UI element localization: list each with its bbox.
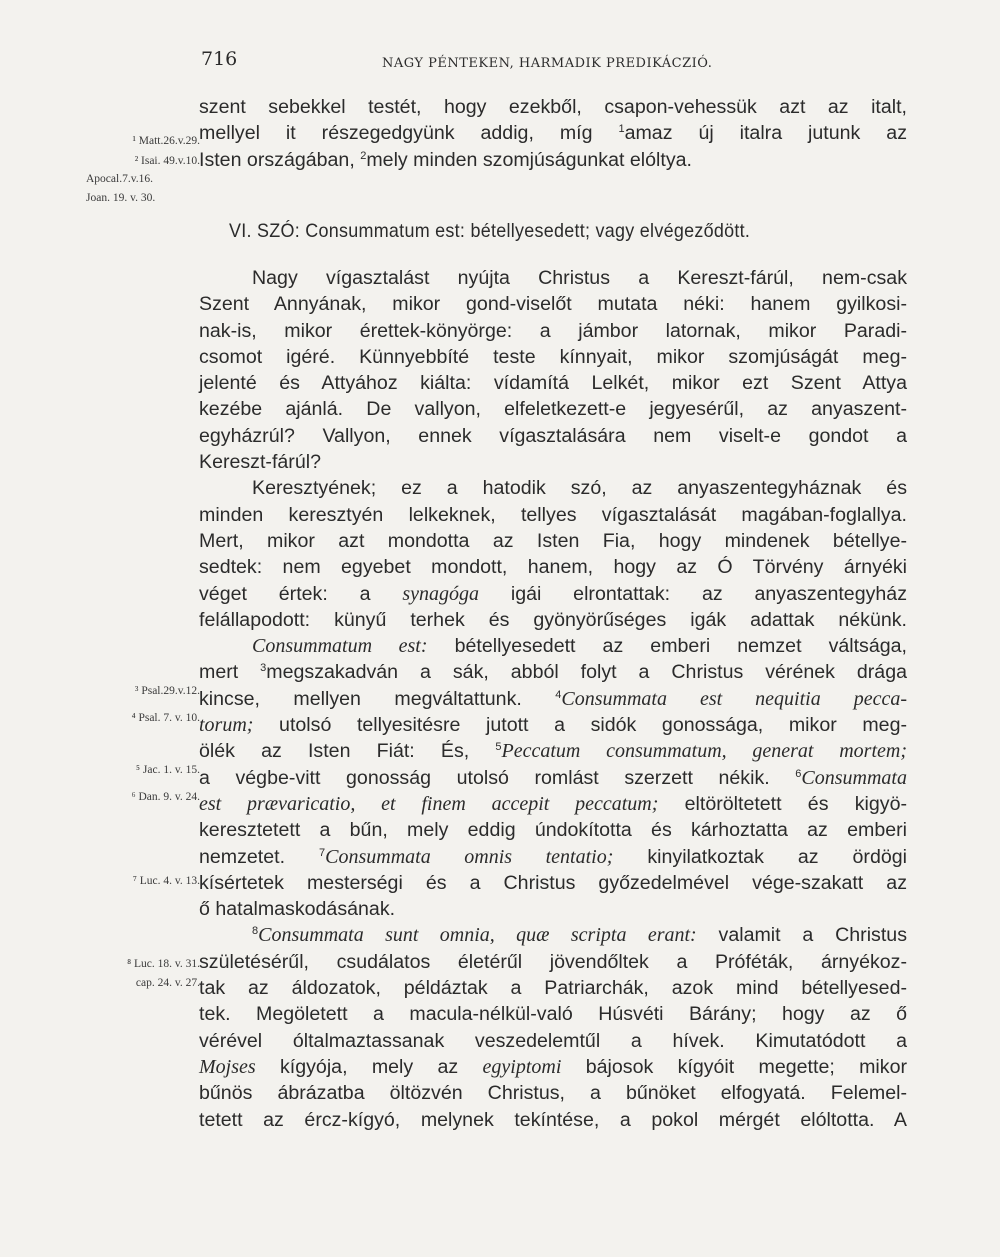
text-line: ölék az Isten Fiát: És, $^5$Peccatum consummatum, generat mortem;: [199, 740, 907, 763]
text-line: $^8$Consummata sunt omnia, quæ scripta erant: valamit a Christus: [252, 924, 907, 947]
footnote-marker: 1: [618, 123, 625, 136]
footnote-marker: 7: [319, 846, 326, 859]
text-line: kincse, mellyen megváltattunk. $^4$Consummata est nequitia pecca-: [199, 687, 907, 710]
footnote-marker: 2: [360, 149, 367, 162]
text-line: ő hatalmaskodásának.: [199, 898, 396, 921]
margin-note: ² Isai. 49.v.10.: [134, 155, 200, 167]
running-title: NAGY PÉNTEKEN, HARMADIK PREDIKÁCZIÓ.: [382, 56, 713, 71]
text-line: nak-is, mikor érettek-könyörge: a jámbor latornak, mikor Paradi-: [199, 319, 907, 342]
text-line: mellyel it részegedgyünk addig, míg $^1$amaz új italra jutunk az: [199, 122, 907, 145]
footnote-marker: 3: [260, 662, 267, 675]
footnote-marker: 5: [495, 741, 502, 754]
margin-note: ¹ Matt.26.v.29.: [132, 135, 200, 147]
text-line: a végbe-vitt gonosság utolsó romlást szerzett nékik. $^6$Consummata: [199, 766, 907, 789]
text-line: mert $^3$megszakadván a sák, abból folyt a Christus vérének drága: [199, 661, 908, 684]
text-line: Consummatum est: bétellyesedett az emberi nemzet váltsága,: [252, 635, 907, 658]
page-header: [0, 44, 1000, 74]
text-line: Mojses kígyója, mely az egyiptomi bájosok kígyóit megette; mikor: [199, 1055, 907, 1078]
footnote-marker: 4: [555, 688, 562, 701]
section-heading: VI. SZÓ: Consummatum est: bétellyesedett; vagy elvégeződött.: [229, 220, 751, 242]
margin-note: Joan. 19. v. 30.: [86, 192, 156, 204]
text-line: nemzetet. $^7$Consummata omnis tentatio; kinyilatkoztak az ördögi: [199, 845, 907, 868]
text-line: csomot igéré. Künnyebbíté teste kínnyait, mikor szomjúságát meg-: [199, 345, 907, 368]
footnote-marker: 6: [795, 767, 802, 780]
margin-note: ⁸ Luc. 18. v. 31.: [127, 958, 200, 970]
margin-note: ⁴ Psal. 7. v. 10.: [131, 712, 200, 724]
text-line: tetett az ércz-kígyó, melynek tekíntése, a pokol mérgét elóltotta. A: [199, 1108, 907, 1131]
text-line: Kereszt-fárúl?: [199, 451, 321, 474]
margin-note: ⁶ Dan. 9. v. 24.: [131, 791, 200, 803]
margin-note: ⁷ Luc. 4. v. 13.: [132, 875, 200, 887]
margin-note: ³ Psal.29.v.12.: [135, 685, 200, 697]
text-line: keresztetett a bűn, mely eddig úndokította és kárhoztatta az emberi: [199, 819, 907, 842]
text-line: tek. Megöletett a macula-nélkül-való Húsvéti Bárány; hogy az ő: [199, 1003, 907, 1026]
opening-text: [199, 94, 907, 173]
text-line: egyházrúl? Vallyon, ennek vígasztalására nem viselt-e gondot a: [199, 424, 907, 447]
text-line: Szent Annyának, mikor gond-viselőt mutata néki: hanem gyilkosi-: [199, 293, 907, 316]
text-line: est prævaricatio, et finem accepit peccatum; eltöröltetett és kigyö-: [199, 792, 908, 815]
text-line: tak az áldozatok, példáztak a Patriarchák, azok mind bétellyesed-: [199, 977, 907, 1000]
text-line: véget értek: a synagóga igái elrontattak: az anyaszentegyház: [199, 582, 907, 605]
text-line: vérével óltalmaztassanak veszedelemtűl a hívek. Kimutatódott a: [199, 1029, 907, 1052]
margin-note: Apocal.7.v.16.: [86, 173, 153, 185]
margin-note: ⁵ Jac. 1. v. 15.: [136, 764, 200, 776]
text-line: kísértetek mesterségi és a Christus győzedelmével vége-szakatt az: [199, 871, 907, 894]
text-line: felállapodott: künyű terhek és gyönyörűséges igák adattak nékünk.: [199, 608, 907, 631]
text-line: születésérűl, csudálatos életérűl jövendőltek a Próféták, árnyékoz-: [199, 950, 907, 973]
text-line: sedtek: nem egyebet mondott, hanem, hogy az Ó Törvény árnyéki: [199, 556, 907, 579]
text-line: minden keresztyén lelkeknek, tellyes vígasztalását magában-foglallya.: [199, 503, 907, 526]
text-line: szent sebekkel testét, hogy ezekből, csapon-vehessük azt az italt,: [199, 96, 907, 118]
text-line: Keresztyének; ez a hatodik szó, az anyaszentegyháznak és: [252, 477, 907, 500]
page-number: 716: [201, 48, 238, 70]
main-text: [199, 265, 907, 1133]
footnote-marker: 8: [252, 925, 259, 938]
text-line: jelenté és Attyához kiálta: vídamítá Lelkét, mikor ezt Szent Attya: [199, 372, 907, 395]
text-line: torum; utolsó tellyesitésre jutott a sidók gonossága, mikor meg-: [199, 714, 907, 737]
margin-note: cap. 24. v. 27.: [135, 977, 200, 989]
text-line: Nagy vígasztalást nyújta Christus a Kereszt-fárúl, nem-csak: [252, 267, 907, 289]
text-line: bűnös ábrázatba öltözvén Christus, a bűnöket elfogyatá. Felemel-: [199, 1082, 907, 1105]
text-line: Isten országában, $^2$mely minden szomjúságunkat elóltya.: [199, 148, 692, 171]
text-line: Mert, mikor azt mondotta az Isten Fia, hogy mindenek bétellye-: [199, 529, 907, 552]
text-line: kezébe ajánlá. De vallyon, elfeletkezett-e jegyesérűl, az anyaszent-: [199, 398, 907, 421]
